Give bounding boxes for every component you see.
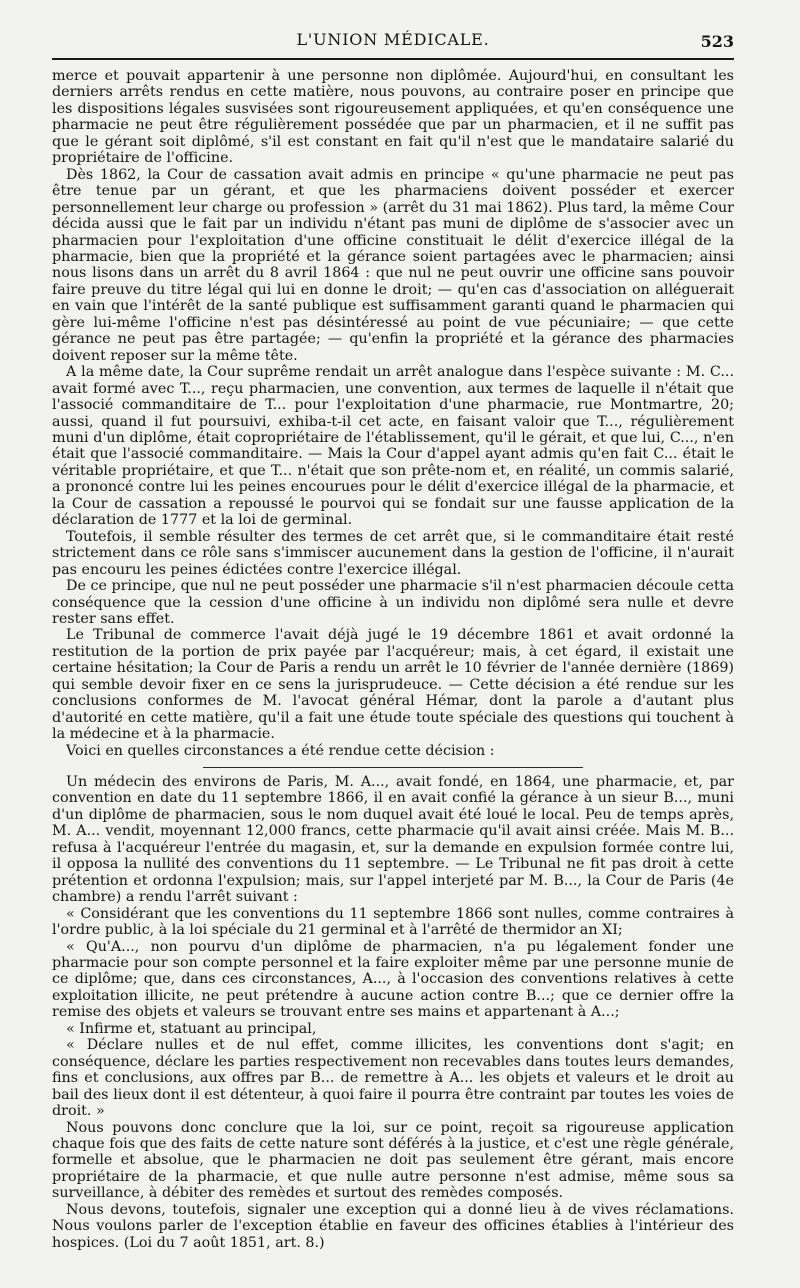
article-body [52, 68, 734, 1251]
paragraph: Toutefois, il semble résulter des termes de cet arrêt que, si le commanditaire était resté strictement dans ce rôle sans s'immiscer aucunement dans la gestion de l'officine, il n'aurait pas encouru les peines édictées contre l'exercice illégal. [52, 528, 734, 578]
quote-paragraph: « Infirme et, statuant au principal, [66, 1020, 317, 1037]
quote-paragraph: « Considérant que les conventions du 11 septembre 1866 sont nulles, comme contraires à l'ordre public, à la loi spéciale du 21 germinal et à l'arrêté de thermidor an XI; [52, 905, 734, 939]
paragraph: Nous pouvons donc conclure que la loi, sur ce point, reçoit sa rigoureuse application chaque fois que des faits de cette nature sont déférés à la justice, et c'est une règle générale, formelle et absolue, que le pharmacien ne doit pas seulement être gérant, mais encore propriétaire de la pharmacie, et que nulle autre personne n'est admise, même sous sa surveillance, à débiter des remèdes et surtout des remèdes composés. [52, 1119, 734, 1202]
paragraph: De ce principe, que nul ne peut posséder une pharmacie s'il n'est pharmacien découle cetta conséquence que la cession d'une officine à un individu non diplômé sera nulle et devre rester sans effet. [52, 578, 734, 627]
paragraph: Un médecin des environs de Paris, M. A..., avait fondé, en 1864, une pharmacie, et, par convention en date du 11 septembre 1866, il en avait confié la gérance à un sieur B..., muni d'un diplôme de pharmacien, sous le nom duquel avait été loué le local. Peu de temps après, M. A... vendit, moyennant 12,000 francs, cette pharmacie qu'il avait ainsi créée. Mais M. B... refusa à l'acquéreur l'entrée du magasin, et, sur la demande en expulsion formée contre lui, il opposa la nullité des conventions du 11 septembre. — Le Tribunal ne fit pas droit à cette prétention et ordonna l'expulsion; mais, sur l'appel interjeté par M. B..., la Cour de Paris (4e chambre) a rendu l'arrêt suivant : [52, 774, 734, 906]
paragraph: Dès 1862, la Cour de cassation avait admis en principe « qu'une pharmacie ne peut pas être tenue par un gérant, et que les pharmaciens doivent posséder et exercer personnellement leur charge ou profession » (arrêt du 31 mai 1862). Plus tard, la même Cour décida aussi que le fait par un individu n'étant pas muni de diplôme de s'associer avec un pharmacien pour l'exploitation d'une officine constituait le délit d'exercice illégal de la pharmacie, bien que la propriété et la gérance soient partagées avec le pharmacien; ainsi nous lisons dans un arrêt du 8 avril 1864 : que nul ne peut ouvrir une officine sans pouvoir faire preuve du titre légal qui lui en donne le droit; — qu'en cas d'association on alléguerait en vain que l'intérêt de la santé publique est suffisamment garanti quand le pharmacien qui gère lui-même l'officine n'est pas désintéressé au point de vue pécuniaire; — que cette gérance ne peut pas être partagée; — qu'enfin la propriété et la gérance des pharmacies doivent reposer sur la même tête. [52, 166, 734, 364]
section-divider [203, 767, 583, 768]
paragraph: Voici en quelles circonstances a été rendue cette décision : [66, 742, 495, 759]
quote-paragraph: « Déclare nulles et de nul effet, comme illicites, les conventions dont s'agit; en conséquence, déclare les parties respectivement non recevables dans toutes leurs demandes, fins et conclusions, aux offres par B... de remettre à A... les objets et valeurs et le droit au bail des lieux dont il est détenteur, à quoi faire il pourra être contraint par toutes les voies de droit. » [52, 1037, 734, 1120]
quote-paragraph: « Qu'A..., non pourvu d'un diplôme de pharmacien, n'a pu légalement fonder une pharmacie pour son compte personnel et la faire exploiter même par une personne munie de ce diplôme; que, dans ces circonstances, A..., à l'occasion des conventions relatives à cette exploitation illicite, ne peut prétendre à aucune action contre B...; que ce dernier offre la remise des objets et valeurs se trouvant entre ses mains et appartenant à A...; [52, 938, 734, 1021]
paragraph: Nous devons, toutefois, signaler une exception qui a donné lieu à de vives réclamations. Nous voulons parler de l'exception établie en faveur des officines établies à l'intérieur des hospices. (Loi du 7 août 1851, art. 8.) [52, 1201, 734, 1251]
running-head [52, 0, 734, 60]
paragraph: Le Tribunal de commerce l'avait déjà jugé le 19 décembre 1861 et avait ordonné la restitution de la portion de prix payée par l'acquéreur; mais, à cet égard, il existait une certaine hésitation; la Cour de Paris a rendu un arrêt le 10 février de l'année dernière (1869) qui semble devoir fixer en ce sens la jurisprudeuce. — Cette décision a été rendue sur les conclusions conformes de M. l'avocat général Hémar, dont la parole a d'autant plus d'autorité en cette matière, qu'il a fait une étude toute spéciale des questions qui touchent à la médecine et à la pharmacie. [52, 627, 734, 743]
running-title: L'UNION MÉDICALE. [296, 30, 490, 49]
paragraph: merce et pouvait appartenir à une personne non diplômée. Aujourd'hui, en consultant les derniers arrêts rendus en cette matière, nous pouvons, au contraire poser en principe que les dispositions légales susvisées sont rigoureusement appliquées, et qu'en conséquence une pharmacie ne peut être régulièrement possédée que par un pharmacien, et il ne suffit pas que le gérant soit diplômé, s'il est constant en fait qu'il n'est que le mandataire salarié du propriétaire de l'officine. [52, 68, 734, 167]
page-number: 523 [700, 32, 734, 51]
paragraph: A la même date, la Cour suprême rendait un arrêt analogue dans l'espèce suivante : M. C... avait formé avec T..., reçu pharmacien, une convention, aux termes de laquelle il n'était que l'associé commanditaire de T... pour l'exploitation d'une pharmacie, rue Montmartre, 20; aussi, quand il fut poursuivi, exhiba-t-il cet acte, en faisant valoir que T..., régulièrement muni d'un diplôme, était copropriétaire de l'établissement, qu'il le gérait, et que lui, C..., n'en était que l'associé commanditaire. — Mais la Cour d'appel ayant admis qu'en fait C... était le véritable propriétaire, et que T... n'était que son prête-nom et, en réalité, un commis salarié, a prononcé contre lui les peines encourues pour le délit d'exercice illégal de la pharmacie, et la Cour de cassation a repoussé le pourvoi qui se fondait sur une fausse application de la déclaration de 1777 et la loi de germinal. [52, 364, 734, 529]
